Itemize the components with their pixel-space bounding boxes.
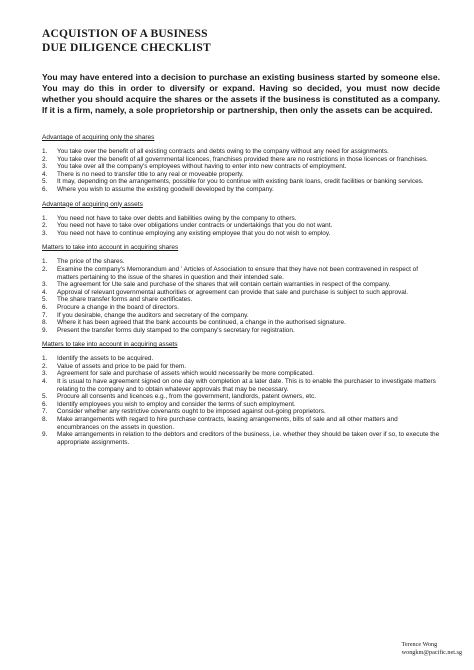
- item-number: 4.: [42, 170, 48, 178]
- item-text: You take over the benefit of all existing contracts and debts owing to the company without any need for assignments.: [57, 148, 389, 155]
- item-number: 5.: [42, 296, 48, 304]
- item-number: 5.: [42, 393, 48, 401]
- list-item: [42, 431, 440, 446]
- item-text: You take over all the company's employees without having to enter into new contracts of employment.: [57, 163, 347, 171]
- title-line-1: ACQUISTION OF A BUSINESS: [42, 28, 208, 40]
- intro-paragraph: You may have entered into a decision to purchase an existing business started by someone else. You may do this in order to diversify or expand. Having so decided, you must now decide whether you should acquire the shares or the assets if the business is constituted as a company. If it is a firm, namely, a sole proprietorship or partnership, then only the assets can be acquired.: [42, 72, 440, 115]
- item-text: You take over the benefit of all governmental licences, franchises provided there are no restrictions in those licences or franchises.: [57, 155, 428, 163]
- item-number: 4.: [42, 378, 48, 386]
- author-name: Terence Wong: [401, 641, 438, 648]
- item-text: Where it has been agreed that the bank accounts be continued, a change in the authorised signature.: [57, 319, 346, 327]
- item-number: 8.: [42, 319, 48, 327]
- item-text: You need not have to continue employing any existing employee that you do not wish to employ.: [57, 229, 331, 237]
- item-text: Examine the company's Memorandum and ' Articles of Association to ensure that they have not been contravened in respect of matters pertaining to the issue of the shares in question and their intended sale.: [57, 265, 419, 281]
- title-line-2: DUE DILIGENCE CHECKLIST: [42, 41, 211, 54]
- item-text: Make arrangements in relation to the debtors and creditors of the business, i.e. whether they should be taken over if so, to execute the appropriate assignments.: [57, 431, 440, 446]
- checklist-list: [42, 148, 440, 194]
- list-item: [42, 408, 440, 416]
- list-item: [42, 148, 440, 156]
- list-item: [42, 416, 440, 431]
- item-number: 9.: [42, 326, 48, 334]
- list-item: [42, 156, 440, 164]
- item-number: 3.: [42, 281, 48, 289]
- sections-container: [42, 134, 440, 446]
- section-heading: Matters to take into account in acquiring assets: [42, 341, 178, 349]
- list-item: [42, 222, 440, 230]
- item-text: You need not have to take over debts and liabilities owing by the company to others.: [57, 214, 297, 222]
- list-item: [42, 163, 440, 171]
- document-title: [42, 28, 440, 55]
- checklist-list: [42, 355, 440, 446]
- checklist-list: [42, 215, 440, 238]
- item-number: 7.: [42, 311, 48, 319]
- item-number: 3.: [42, 229, 48, 237]
- item-text: Procure all consents and licences e.g., from the government, landlords, patent owners, etc.: [57, 393, 317, 401]
- item-number: 2.: [42, 155, 48, 163]
- list-item: [42, 319, 440, 327]
- list-item: [42, 401, 440, 409]
- item-text: The price of the shares.: [57, 258, 125, 266]
- item-number: 4.: [42, 288, 48, 296]
- list-item: [42, 171, 440, 179]
- checklist-section: [42, 134, 440, 194]
- item-text: There is no need to transfer title to any real or moveable property.: [57, 170, 244, 178]
- checklist-section: [42, 201, 440, 238]
- section-heading: Advantage of acquiring only assets: [42, 200, 143, 208]
- item-number: 5.: [42, 178, 48, 186]
- item-number: 2.: [42, 362, 48, 370]
- item-text: Present the transfer forms duly stamped to the company's secretary for registration.: [57, 326, 295, 334]
- item-text: Where you wish to assume the existing goodwill developed by the company.: [57, 185, 274, 193]
- item-number: 1.: [42, 214, 48, 222]
- item-text: Make arrangements with regard to hire purchase contracts, leasing arrangements, bills of sale and all other matters and encumbrances on the assets in question.: [57, 416, 398, 431]
- list-item: [42, 312, 440, 320]
- item-text: It is usual to have agreement signed on one day with completion at a later date. This is to enable the purchaser to investigate matters relating to the company and to obtain whatever approvals that may be necessary.: [57, 378, 436, 393]
- item-number: 8.: [42, 416, 48, 424]
- list-item: [42, 258, 440, 266]
- item-number: 6.: [42, 185, 48, 193]
- item-number: 9.: [42, 431, 48, 439]
- section-heading: Matters to take into account in acquiring shares: [42, 244, 179, 252]
- item-text: The agreement for Ute sale and purchase of the shares that will contain certain warranties in respect of the company.: [57, 281, 391, 289]
- list-item: [42, 393, 440, 401]
- item-text: Procure a change in the board of directors.: [57, 303, 180, 311]
- item-number: 3.: [42, 370, 48, 378]
- list-item: [42, 178, 440, 186]
- list-item: [42, 230, 440, 238]
- item-number: 7.: [42, 408, 48, 416]
- list-item: [42, 296, 440, 304]
- item-text: Identify the assets to be acquired.: [57, 355, 154, 363]
- item-text: Consider whether any restrictive covenants ought to be imposed against out-going proprietors.: [57, 408, 326, 416]
- list-item: [42, 304, 440, 312]
- item-text: If you desirable, change the auditors and secretary of the company.: [57, 311, 249, 319]
- list-item: [42, 281, 440, 289]
- list-item: [42, 186, 440, 194]
- item-number: 2.: [42, 265, 48, 273]
- item-number: 2.: [42, 222, 48, 230]
- item-number: 6.: [42, 303, 48, 311]
- list-item: [42, 266, 440, 281]
- item-text: You need not have to take over obligations under contracts or undertakings that you do not want.: [57, 222, 333, 230]
- item-number: 1.: [42, 148, 48, 155]
- checklist-section: [42, 244, 440, 334]
- item-text: The share transfer forms and share certificates.: [57, 296, 193, 304]
- list-item: [42, 215, 440, 223]
- footer: [402, 641, 462, 656]
- list-item: [42, 289, 440, 297]
- checklist-section: [42, 341, 440, 446]
- checklist-list: [42, 258, 440, 334]
- item-number: 1.: [42, 355, 48, 363]
- list-item: [42, 363, 440, 371]
- item-text: Identify employees you wish to employ and consider the terms of such employment.: [57, 400, 296, 408]
- item-number: 3.: [42, 163, 48, 171]
- item-text: Value of assets and price to be paid for them.: [57, 362, 187, 370]
- list-item: [42, 355, 440, 363]
- list-item: [42, 370, 440, 378]
- item-number: 6.: [42, 400, 48, 408]
- author-email: wongkm@pacific.net.sg: [401, 648, 462, 656]
- section-heading: Advantage of acquiring only the shares: [42, 134, 155, 141]
- item-text: Agreement for sale and purchase of assets which would necessarily be more complicated.: [57, 370, 314, 378]
- item-text: It may, depending on the arrangements, possible for you to continue with existing bank loans, credit facilities or banking services.: [57, 178, 424, 186]
- list-item: [42, 378, 440, 393]
- list-item: [42, 327, 440, 335]
- item-text: Approval of relevant governmental authorities or agreement can provide that sale and purchase is subject to such approval.: [57, 288, 409, 296]
- item-number: 1.: [42, 258, 48, 266]
